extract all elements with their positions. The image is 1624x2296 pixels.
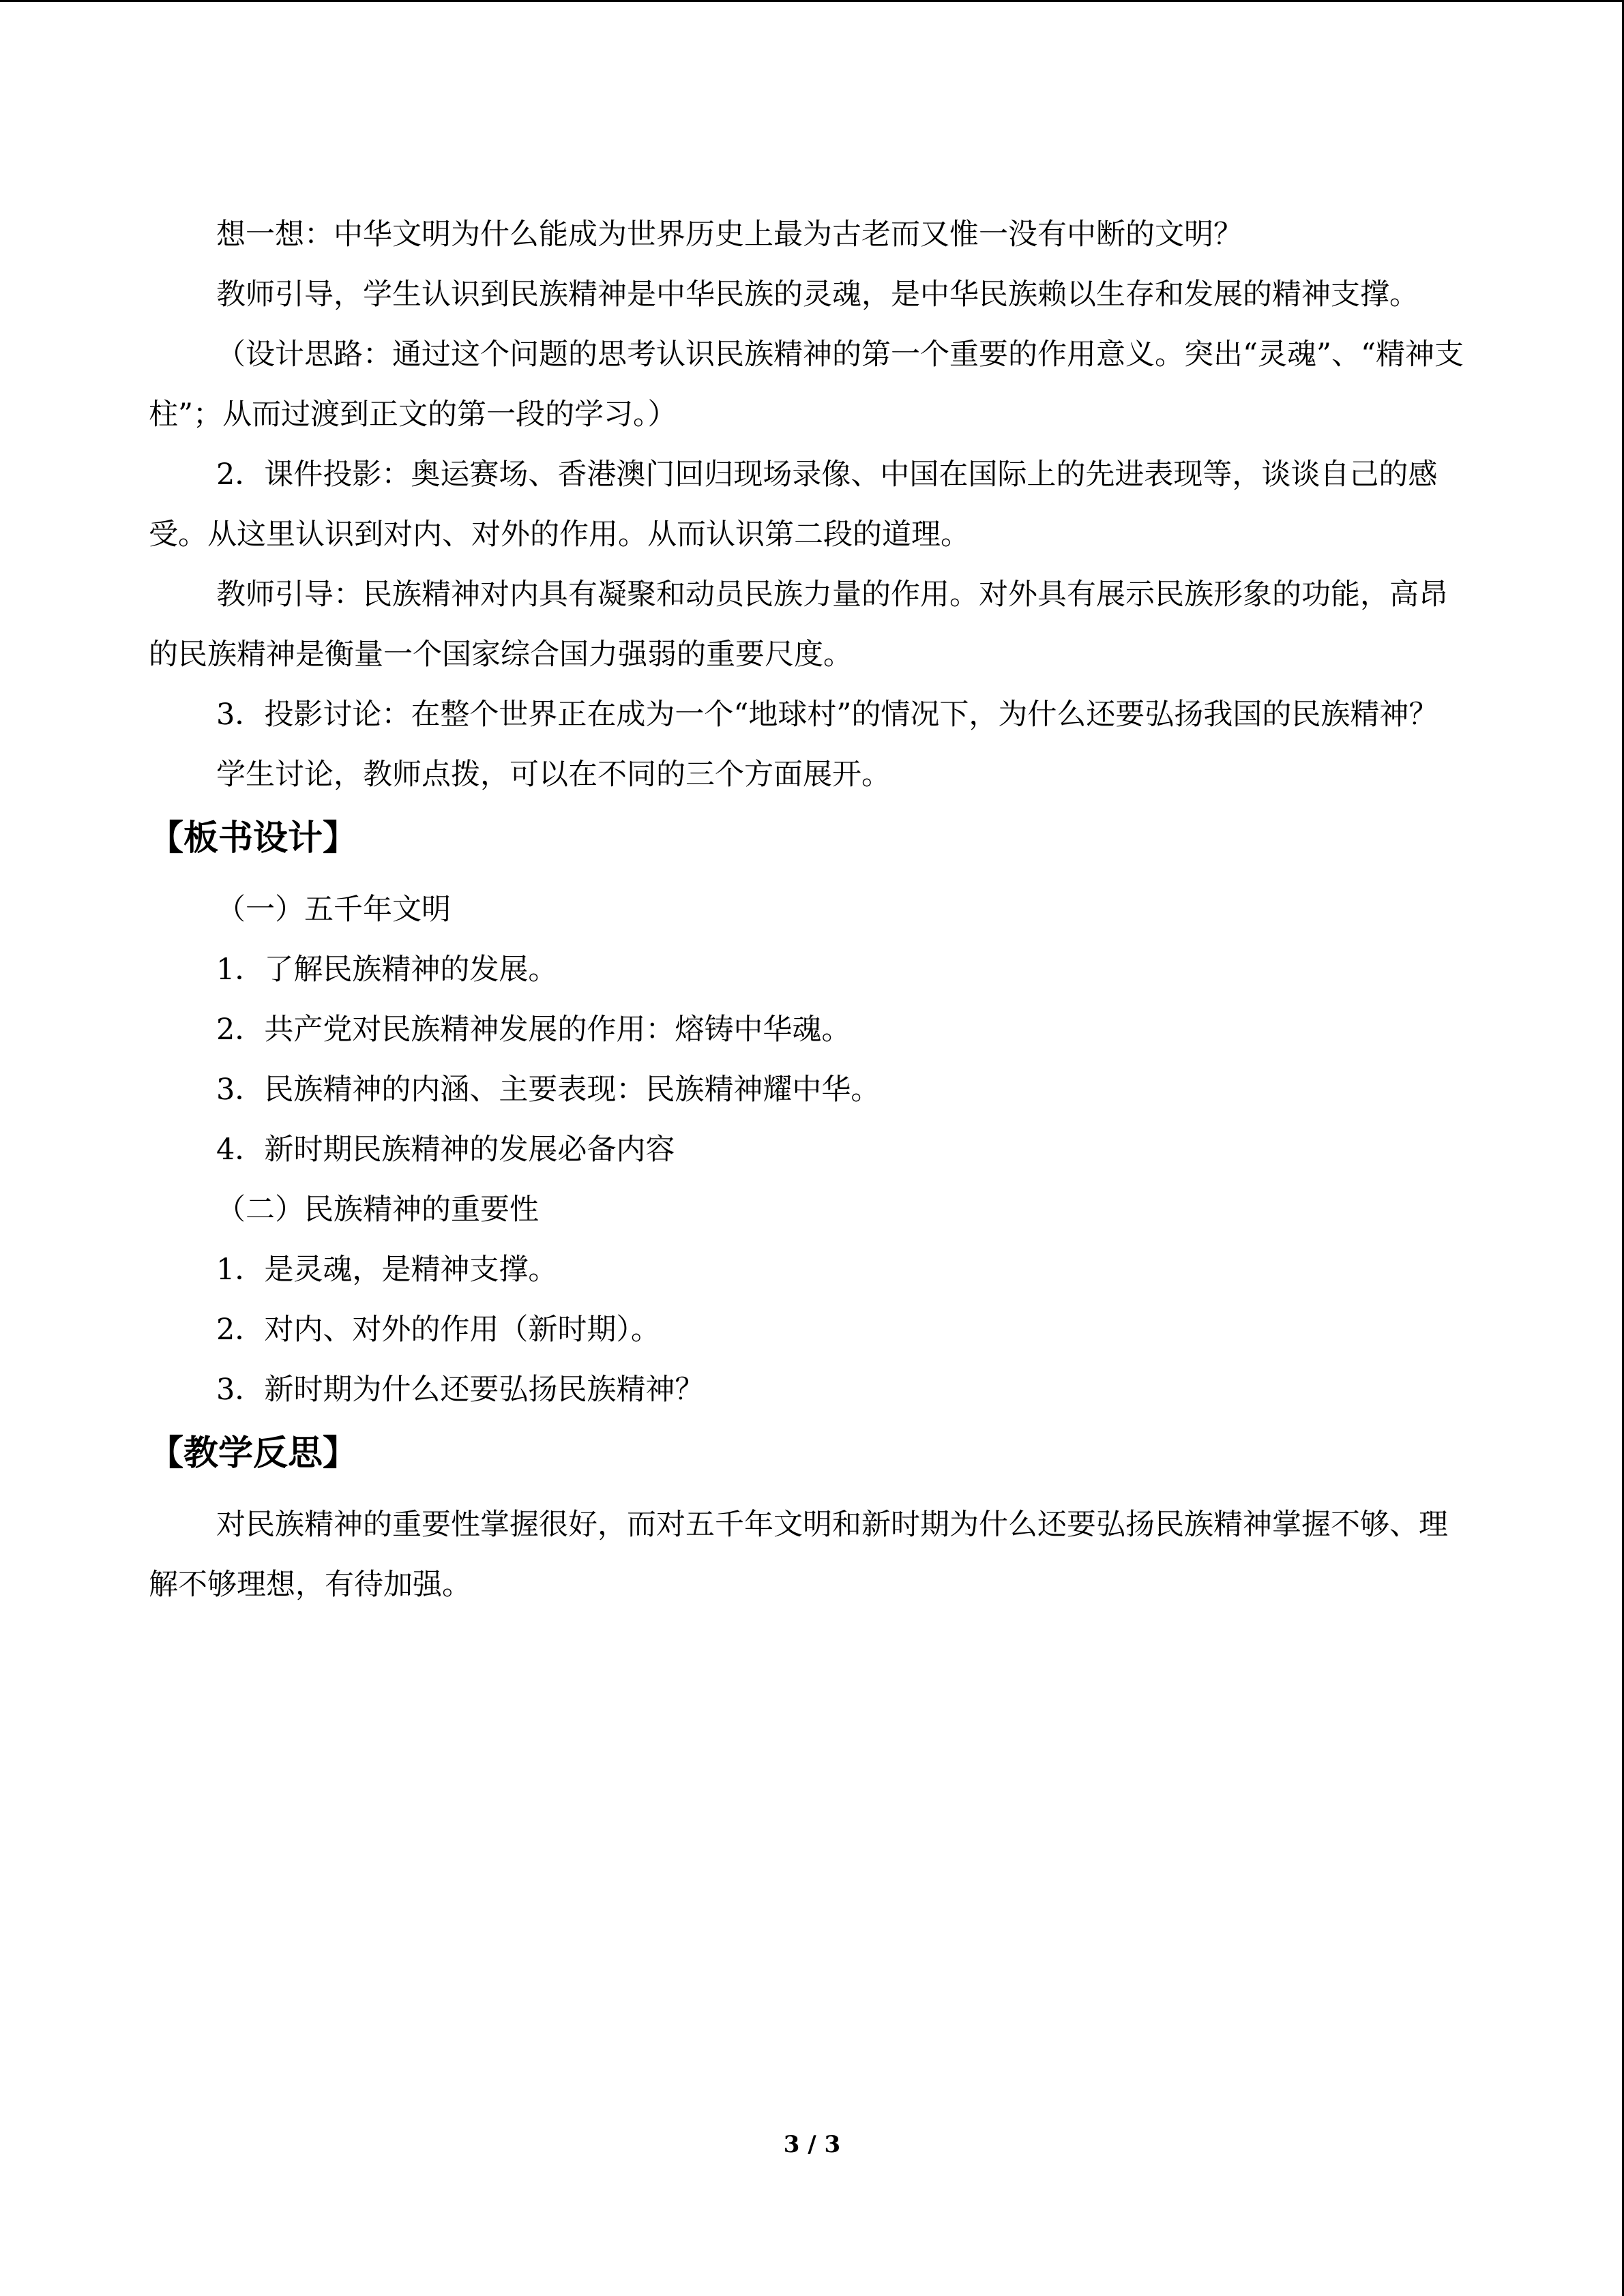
board-item: 1．了解民族精神的发展。 [216, 953, 558, 987]
document-content [149, 205, 1475, 1615]
paragraph-design-idea: （设计思路：通过这个问题的思考认识民族精神的第一个重要的作用意义。突出“灵魂”、“精神支柱”；从而过渡到正文的第一段的学习。） [149, 338, 1464, 432]
board-item: 3．新时期为什么还要弘扬民族精神？ [216, 1373, 705, 1407]
board-item: 2．对内、对外的作用（新时期）。 [216, 1313, 660, 1347]
board-item: （一）五千年文明 [216, 893, 451, 927]
paragraph-teacher-guide-1: 教师引导，学生认识到民族精神是中华民族的灵魂，是中华民族赖以生存和发展的精神支撑。 [216, 278, 1419, 312]
board-item: （二）民族精神的重要性 [216, 1193, 539, 1227]
reflection-text: 对民族精神的重要性掌握很好，而对五千年文明和新时期为什么还要弘扬民族精神掌握不够、理解不够理想，有待加强。 [149, 1508, 1448, 1602]
board-item: 3．民族精神的内涵、主要表现：民族精神耀中华。 [216, 1073, 881, 1107]
page-border-top [0, 0, 1624, 2]
paragraph-teacher-guide-2: 教师引导：民族精神对内具有凝聚和动员民族力量的作用。对外具有展示民族形象的功能，高昂的民族精神是衡量一个国家综合国力强弱的重要尺度。 [149, 578, 1448, 672]
paragraph-discussion: 3．投影讨论：在整个世界正在成为一个“地球村”的情况下，为什么还要弘扬我国的民族精神？ [216, 698, 1438, 732]
board-item: 1．是灵魂，是精神支撑。 [216, 1253, 558, 1287]
board-item: 4．新时期民族精神的发展必备内容 [216, 1133, 675, 1167]
paragraph-student-discussion: 学生讨论，教师点拨，可以在不同的三个方面展开。 [216, 758, 891, 792]
board-design-heading: 【板书设计】 [149, 818, 358, 859]
paragraph-courseware: 2．课件投影：奥运赛场、香港澳门回归现场录像、中国在国际上的先进表现等，谈谈自己的感受。从这里认识到对内、对外的作用。从而认识第二段的道理。 [149, 458, 1438, 552]
page-number: 3 / 3 [783, 2131, 841, 2158]
paragraph-think: 想一想：中华文明为什么能成为世界历史上最为古老而又惟一没有中断的文明？ [216, 218, 1243, 252]
board-item: 2．共产党对民族精神发展的作用：熔铸中华魂。 [216, 1013, 851, 1047]
reflection-heading: 【教学反思】 [149, 1433, 358, 1474]
